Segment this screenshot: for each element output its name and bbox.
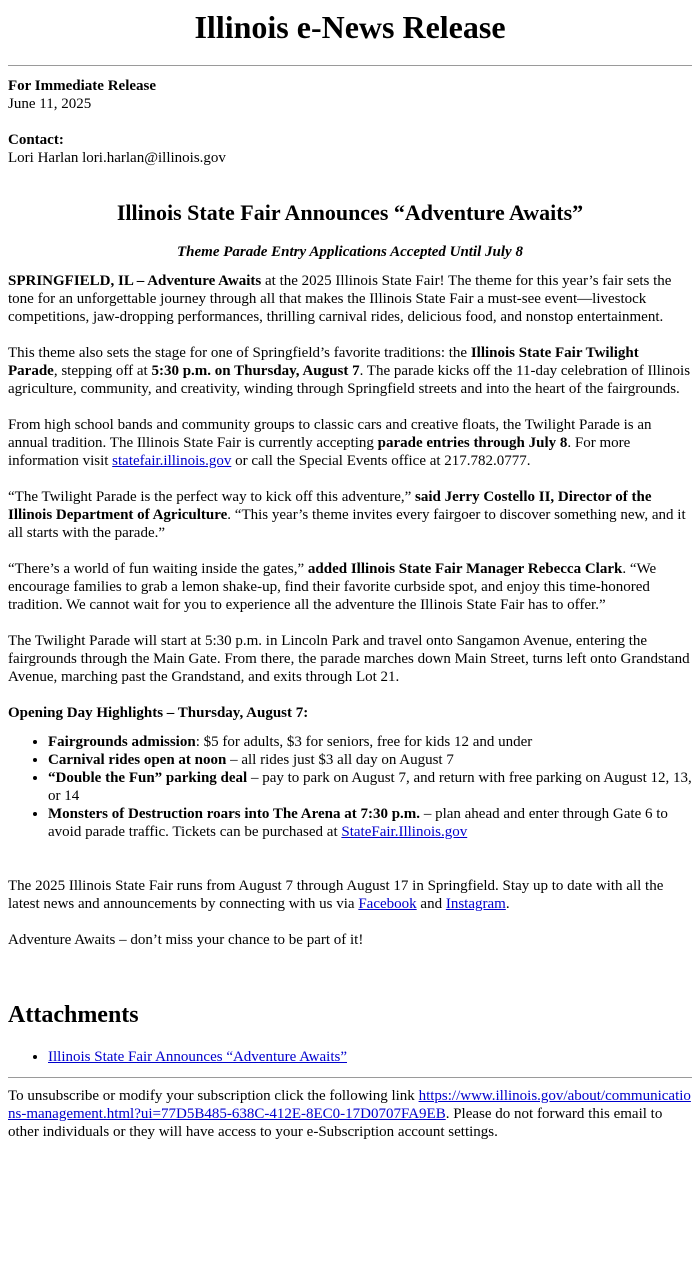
- dateline: SPRINGFIELD, IL – Adventure Awaits: [8, 273, 262, 289]
- attachment-link[interactable]: Illinois State Fair Announces “Adventure Awaits”: [48, 1049, 347, 1065]
- facebook-link[interactable]: Facebook: [358, 896, 417, 912]
- page-title: Illinois e-News Release: [194, 9, 506, 45]
- attachments-list: [8, 1048, 692, 1066]
- paragraph-4: “The Twilight Parade is the perfect way to kick off this adventure,” said Jerry Costello II, Director of the Illinois Department of Agriculture. “This year’s theme invites every fairgoer to discover something new, and it all starts with the parade.”: [8, 489, 686, 541]
- statefair-link[interactable]: statefair.illinois.gov: [112, 453, 232, 469]
- release-meta: [8, 77, 692, 167]
- highlights-heading: Opening Day Highlights – Thursday, August 7:: [8, 705, 309, 721]
- article-headline: Illinois State Fair Announces “Adventure Awaits”: [116, 200, 584, 225]
- paragraph-5: “There’s a world of fun waiting inside the gates,” added Illinois State Fair Manager Rebecca Clark. “We encourage families to grab a lemon shake-up, find their favorite curbside spot, and enjoy this time-honored tradition. We cannot wait for you to experience all the adventure the Illinois State Fair has to offer.”: [8, 561, 657, 613]
- paragraph-2: This theme also sets the stage for one of Springfield’s favorite traditions: the Illinois State Fair Twilight Parade, stepping off at 5:30 p.m. on Thursday, August 7. The parade kicks off the 11-day celebration of Illinois agriculture, community, and creativity, winding through Springfield streets and into the heart of the fairgrounds.: [8, 345, 691, 397]
- article-subheadline: Theme Parade Entry Applications Accepted Until July 8: [177, 244, 523, 260]
- paragraph-8: Adventure Awaits – don’t miss your chance to be part of it!: [8, 932, 364, 948]
- attachments-heading: Attachments: [8, 1002, 139, 1028]
- list-item: • Fairgrounds admission: $5 for adults, $3 for seniors, free for kids 12 and under: [48, 733, 692, 751]
- highlights-list: [8, 733, 692, 841]
- release-label: For Immediate Release: [8, 78, 157, 94]
- footer-divider: [8, 1077, 692, 1078]
- header-divider: [8, 65, 692, 66]
- paragraph-7: The 2025 Illinois State Fair runs from August 7 through August 17 in Springfield. Stay up to date with all the latest news and announcements by connecting with us via Facebook and Instagram.: [8, 878, 664, 912]
- contact-label: Contact:: [8, 132, 64, 148]
- paragraph-1: SPRINGFIELD, IL – Adventure Awaits at the 2025 Illinois State Fair! The theme for this year’s fair sets the tone for an unforgettable journey through all that makes the Illinois State Fair a must-see event—livestock competitions, jaw-dropping performances, thrilling carnival rides, delicious food, and nonstop entertainment.: [8, 273, 672, 325]
- article-body: [8, 272, 692, 949]
- list-item: • “Double the Fun” parking deal – pay to park on August 7, and return with free parking on August 12, 13, or 14: [48, 769, 692, 805]
- paragraph-6: The Twilight Parade will start at 5:30 p.m. in Lincoln Park and travel onto Sangamon Avenue, entering the fairgrounds through the Main Gate. From there, the parade marches down Main Street, turns left onto Grandstand Avenue, marching past the Grandstand, and exits through Lot 21.: [8, 633, 690, 685]
- list-item: • Monsters of Destruction roars into The Arena at 7:30 p.m. – plan ahead and enter through Gate 6 to avoid parade traffic. Tickets can be purchased at StateFair.Illinois.gov: [48, 805, 692, 841]
- tickets-link[interactable]: StateFair.Illinois.gov: [341, 824, 468, 840]
- instagram-link[interactable]: Instagram: [445, 896, 506, 912]
- footer: To unsubscribe or modify your subscription click the following link https://www.illinois.gov/about/communications-management.html?ui=77D5B485-638C-412E-8EC0-17D0707FA9EB. Please do not forward this email to other individuals or they will have access to your e-Subscription account settings.: [8, 1088, 691, 1140]
- contact-value: Lori Harlan lori.harlan@illinois.gov: [8, 150, 226, 166]
- paragraph-3: From high school bands and community groups to classic cars and creative floats, the Twilight Parade is an annual tradition. The Illinois State Fair is currently accepting parade entries through July 8. For more information visit statefair.illinois.gov or call the Special Events office at 217.782.0777.: [8, 417, 652, 469]
- unsubscribe-link[interactable]: https://www.illinois.gov/about/communications-management.html?ui=77D5B485-638C-412E-8EC0-17D0707FA9EB: [8, 1088, 691, 1122]
- list-item: [48, 1048, 692, 1066]
- list-item: • Carnival rides open at noon – all rides just $3 all day on August 7: [48, 751, 692, 769]
- release-date: June 11, 2025: [8, 96, 92, 112]
